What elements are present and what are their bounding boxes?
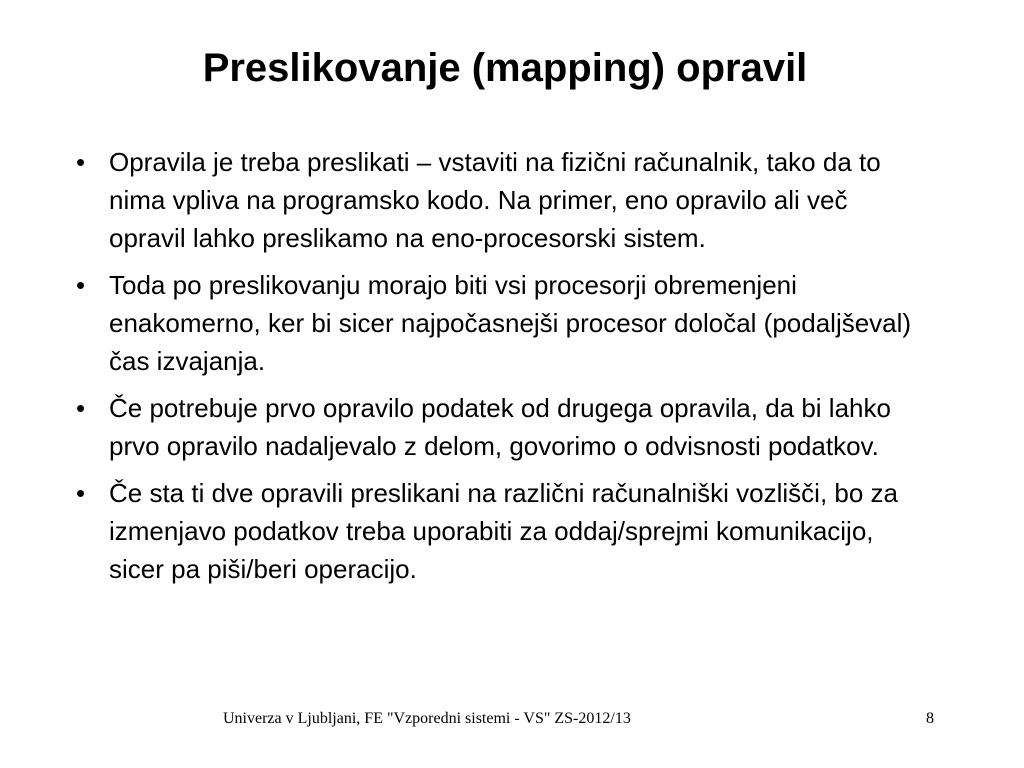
slide-footer — [0, 707, 1024, 731]
slide-title: Preslikovanje (mapping) opravil — [202, 46, 808, 90]
page-number: 8 — [926, 710, 934, 727]
bullet-item — [0, 389, 1024, 465]
bullet-item — [0, 266, 1024, 380]
bullet-text: Opravila je treba preslikati – vstaviti na fizični računalnik, tako da to nima vpliva na programsko kodo. Na primer, eno opravilo ali več opravil lahko preslikamo na eno-procesorski sistem. — [109, 147, 881, 253]
bullet-text: Če sta ti dve opravili preslikani na različni računalniški vozlišči, bo za izmenjavo podatkov treba uporabiti za oddaj/sprejmi komunikacijo, sicer pa piši/beri operacijo. — [109, 478, 899, 584]
bullet-item — [0, 143, 1024, 257]
bullet-dot-icon: • — [76, 478, 86, 508]
bullet-text: Če potrebuje prvo opravilo podatek od drugega opravila, da bi lahko prvo opravilo nadaljevalo z delom, govorimo o odvisnosti podatkov. — [109, 393, 891, 461]
bullet-list — [0, 143, 1024, 597]
bullet-dot-icon: • — [76, 270, 86, 300]
bullet-item — [0, 474, 1024, 588]
bullet-text: Toda po preslikovanju morajo biti vsi procesorji obremenjeni enakomerno, ker bi sicer najpočasnejši procesor določal (podaljševal) čas izvajanja. — [109, 270, 912, 376]
bullet-dot-icon: • — [76, 147, 86, 177]
footer-text: Univerza v Ljubljani, FE "Vzporedni sistemi - VS" ZS-2012/13 — [223, 710, 631, 727]
bullet-dot-icon: • — [76, 393, 86, 423]
